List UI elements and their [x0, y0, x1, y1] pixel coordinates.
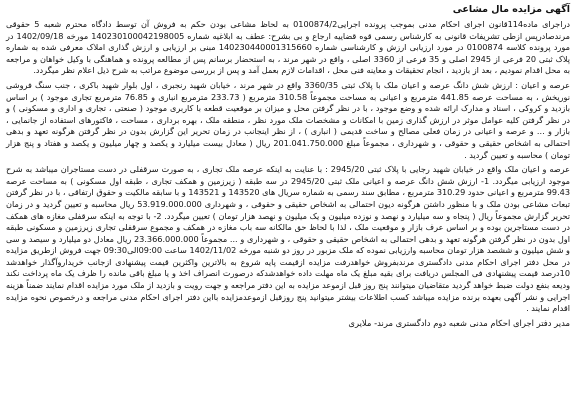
notice-signature: مدیر دفتر اجرای احکام مدنی شعبه دوم دادگستری مرند- ملایری	[348, 317, 570, 328]
notice-title: آگهی مزایده مال مشاعی	[452, 4, 570, 15]
notice-paragraph-intro: دراجرای ماده114قانون اجرای احکام مدنی بموجب پرونده اجرایی0100874/2 به لحاظ مشاعی بودن حکم به فروش آن توسط دادگاه محترم شعبه 5 حقوقی مرندصادرپس ازطی تشریفات قانونی به کارشناس رسمی قوه قضاییه ارجاع و بی بشرح: عطف به ابلاغیه شماره 140230100042198005 مورخه 1402/09/18 در مورد پرونده کلاسه 0100874 در مورد ارزیابی ارزش و کارشناسی شماره 140230440001315660 مبنی بر ارزیابی و ارزش گذاری املاک معرفی شده به شماره پلاک ثبتی 20 فرعی از 2945 اصلی و 35 فرعی از 3360 اصلی ، واقع در شهر مرند ، به استحضار برسانم پس از مطالعه پرونده و هماهنگی با وکیل خواهان و مراجعه به محل اقدام نمودیم ، بعد از بازدید ، انجام تحقیقات و معاینه فنی محل ، اقدامات لازم بعمل آمد و پس از بررسی موضوع مراتب به شرح ذیل اعلام نظر میگردد.	[6, 19, 571, 76]
notice-paragraph-property-two: عرصه و اعیان ملک واقع در خیابان شهید رجایی با پلاک ثبتی 2945/20 : با عنایت به اینکه عرصه ملک تجاری ، به صورت سرقفلی در دست مستاجران میباشد به شرح موجود ارزیابی میگردد. 1- ارزش شش دانگ عرصه و اعیانی ملک ثبتی 2945/20 در سه طبقه ( زیرزمین و همکف تجاری ، طبقه اول مسکونی ) به مساحت عرصه 99.43 مترمربع و اعیانی حدود 310.29 مترمربع ، مطابق سند رسمی به شماره سریال های 143520 و 143521 و با سابقه مالکیت و حقوق ارتفاقی ، با در نظر گرفتن تبعات مشاعی بودن ملک و با منظور داشتن هرگونه دیون احتمالی به اشخاص حقیقی و حقوقی ، و شهرداری 53.919.000.000 ریال محاسبه و تعیین گردید و در زمان تحریر گزارش مجموعاً ریال ( پنجاه و سه میلیارد و نهصد و نوزده میلیون و یک میلیون و نهصد هزار تومان ) تعیین میگردد. 2- با توجه به اینکه سرقفلی مغازه های همکف در دست مستاجرین بوده و بر اساس عرف بازار و موقعیت ملک ، لذا با لحاظ حق مالکانه سه باب مغازه در همکف و مجموع سرقفلی تجاری زیرزمین و مسکونی طبقه اول بدون در نظر گرفتن هرگونه تعهد و بدهی احتمالی به اشخاص حقیقی و حقوقی ، و شهرداری و ... مجموعاً 23.366.000.000 ریال معادل دو میلیارد و سیصد و سی و شش میلیون و ششصد هزار تومان محاسبه وارزیابی نموده که ملک مزبور در روز دو شنبه مورخه 1402/11/02 ساعت 09:00الی09:30 جهت فروش ازطریق مزایده در محل دفتر اجرای احکام مدنی دادگستری مرندبفروش خواهدرفت مزایده ازقیمت پایه شروع به بالاترین واکثرین قیمت پیشنهادی ازجانب خریداروآگذار خواهدشد 10درصد قیمت پیشنهادی فی المجلس دریافت برای بقیه مبلغ یک ماه مهلت داده خواهدشدکه درصورت انصراف اخذ و یا مبلغ باقی مانده را ظرف یک ماه پرداخت نکند ودیعه بنفع دولت ضبط خواهد گردید متقاضیان میتوانند پنج روز قبل ازموعد مزایده به این دفتر مراجعه و جهت رویت و بازدید از ملک مورد مزایده اقدام نمایند ضمناً هزینه اجرایی و نشر آگهی بعهده برنده مزایده میباشد کسب اطلاعات بیشتر میتوانید پنج روزقبل ازموعدمزایده بااین دفتر اجرای احکام مدنی مراجعه و درخصوص نحوه مزایده اقدام نمایند .	[6, 164, 571, 314]
notice-paragraph-property-one: عرصه و اعیان : ارزش شش دانگ عرصه و اعیان ملک با پلاک ثبتی 3360/35 واقع در شهر مرند ، خیابان شهید رنجبری ، اول بلوار شهید باکری ، جنب سنگ فروشی نوریخش ، به مساحت عرصه 441.85 مترمربع و اعیانی به مساحت مجموعاً 310.58 مترمربع ( 233.73 مترمربع انباری و 76.85 مترمربع تجاری موجود ) بر اساس بازدید و کروکی ، اسناد و مدارک ارائه شده و وضع موجود ، با در نظر گرفتن محل و میزان بر موقعیت قطعه با کاربری موجود ( صنعتی ، تجاری و اداری و مسکونی ) و در نظر گرفتن کلیه عوامل موثر در ارزش گذاری زمین با امکانات و مشخصات ملک مورد نظر ، منطقه ملک ، بهره برداری ، مساحت ، فاکتورهای استفاده از جانمایی ، بازار و ... و عرصه و اعیانی در زمان فعلی مصالح و ساخت قدیمی ( انباری ) ، از نظر اینجانب در زمان تحریر این گزارش بدون در نظر گرفتن هرگونه تعهد و بدهی احتمالی به اشخاص حقیقی و حقوقی ، و شهرداری ، مجموعاً مبلغ 201.041.750.000 ریال ( معادل بیست میلیارد و یکصد و چهار میلیون و یکصد و هفتاد و پنج هزار تومان ) محاسبه و تعیین گردید .	[6, 79, 571, 160]
